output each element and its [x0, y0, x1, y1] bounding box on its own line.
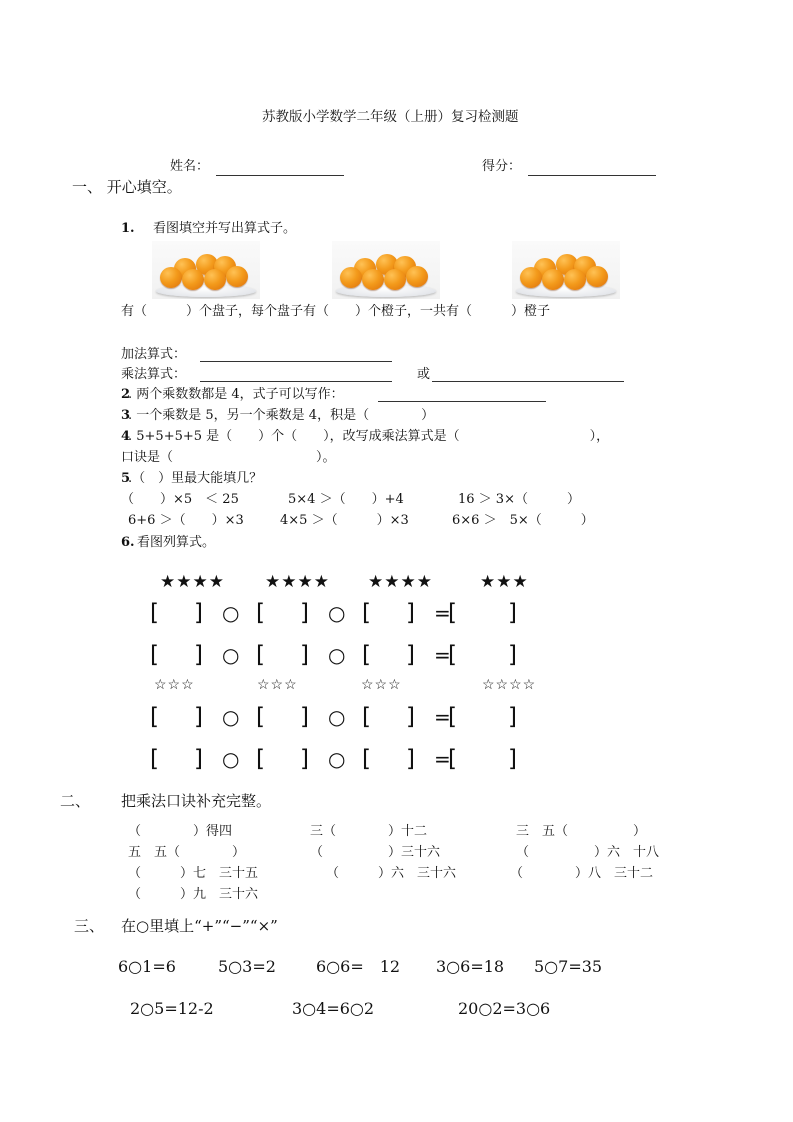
- black-star-group: ★★★: [480, 572, 529, 592]
- white-star-group: ☆☆☆: [257, 677, 298, 693]
- q5-item: （ ）×5 ＜ 25: [121, 492, 239, 507]
- left-bracket: [: [150, 746, 159, 772]
- page-title: 苏教版小学数学二年级（上册）复习检测题: [262, 109, 519, 125]
- left-bracket: [: [362, 704, 371, 730]
- white-star-group: ☆☆☆: [361, 677, 402, 693]
- operator-circle-icon[interactable]: ○: [222, 747, 240, 771]
- operator-circle-icon[interactable]: ○: [222, 643, 240, 667]
- orange-icon: [564, 269, 586, 290]
- right-bracket: ]: [194, 746, 203, 772]
- section-3-number: 三、: [74, 917, 105, 935]
- q1-mul-label: 乘法算式：: [121, 367, 187, 382]
- black-star-group: ★★★★: [160, 572, 225, 592]
- q2-text: . 两个乘数数都是 4，式子可以写作：: [128, 387, 344, 402]
- right-bracket: ]: [508, 600, 517, 626]
- left-bracket: [: [448, 642, 457, 668]
- right-bracket: ]: [194, 642, 203, 668]
- orange-icon: [160, 267, 182, 288]
- left-bracket: [: [256, 600, 265, 626]
- operator-circle-icon[interactable]: ○: [328, 747, 346, 771]
- q2-answer-field[interactable]: [378, 401, 546, 402]
- right-bracket: ]: [300, 642, 309, 668]
- equals-sign: =: [434, 643, 451, 667]
- q5-item: 6+6 ＞（ ）×3: [128, 513, 244, 528]
- multiplication-rhyme-item: （ ）七 三十五: [128, 866, 259, 881]
- q5-number: 5: [121, 471, 131, 486]
- score-label: 得分：: [482, 159, 522, 174]
- equals-sign: =: [434, 705, 451, 729]
- section-2-number: 二、: [60, 792, 91, 810]
- operator-fill-equation: 5○7=35: [534, 957, 603, 976]
- left-bracket: [: [256, 704, 265, 730]
- right-bracket: ]: [508, 642, 517, 668]
- right-bracket: ]: [300, 746, 309, 772]
- section-1-heading: 一、 开心填空。: [72, 178, 182, 196]
- q6-number: 6.: [121, 535, 135, 550]
- q3-number: 3: [121, 408, 131, 423]
- q2-number: 2: [121, 387, 131, 402]
- name-label: 姓名：: [170, 159, 210, 174]
- orange-icon: [542, 269, 564, 290]
- white-star-group: ☆☆☆: [154, 677, 195, 693]
- operator-fill-equation: 5○3=2: [218, 957, 276, 976]
- q5-item: 5×4 ＞（ ）+4: [288, 492, 404, 507]
- multiplication-rhyme-item: （ ）八 三十二: [510, 866, 654, 881]
- equals-sign: =: [434, 601, 451, 625]
- right-bracket: ]: [300, 600, 309, 626]
- left-bracket: [: [150, 600, 159, 626]
- q1-text: 看图填空并写出算式子。: [153, 221, 297, 236]
- orange-icon: [362, 269, 384, 290]
- right-bracket: ]: [300, 704, 309, 730]
- orange-icon: [586, 266, 608, 287]
- q1-add-label: 加法算式：: [121, 347, 187, 362]
- orange-icon: [182, 269, 204, 290]
- operator-fill-equation: 6○1=6: [118, 957, 176, 976]
- q4-line2: 口诀是（ ）。: [121, 450, 336, 465]
- q5-text: .（ ）里最大能填几？: [128, 471, 263, 486]
- right-bracket: ]: [508, 746, 517, 772]
- right-bracket: ]: [406, 746, 415, 772]
- q1-or-label: 或: [417, 367, 431, 382]
- section-3-heading: 在○里填上“+”“−”“×”: [121, 917, 278, 935]
- orange-icon: [384, 269, 406, 290]
- orange-icon: [204, 269, 226, 290]
- orange-icon: [340, 267, 362, 288]
- right-bracket: ]: [406, 642, 415, 668]
- q1-mul-answer-field-1[interactable]: [200, 381, 392, 382]
- q1-mul-answer-field-2[interactable]: [432, 381, 624, 382]
- left-bracket: [: [150, 704, 159, 730]
- black-star-group: ★★★★: [368, 572, 433, 592]
- operator-circle-icon[interactable]: ○: [222, 705, 240, 729]
- name-field[interactable]: [216, 175, 344, 176]
- operator-fill-equation: 3○4=6○2: [292, 999, 375, 1018]
- operator-fill-equation: 3○6=18: [436, 957, 505, 976]
- left-bracket: [: [362, 642, 371, 668]
- right-bracket: ]: [194, 600, 203, 626]
- orange-icon: [520, 267, 542, 288]
- star-equation-row: [150, 598, 530, 628]
- multiplication-rhyme-item: 三 五（ ）: [516, 824, 647, 839]
- left-bracket: [: [150, 642, 159, 668]
- left-bracket: [: [448, 746, 457, 772]
- operator-fill-equation: 20○2=3○6: [458, 999, 551, 1018]
- q5-item: 16 ＞ 3×（ ）: [458, 492, 580, 507]
- left-bracket: [: [362, 600, 371, 626]
- q4-text: . 5+5+5+5 是（ ）个（ ），改写成乘法算式是（ ），: [128, 429, 610, 444]
- q3-text: . 一个乘数是 5，另一个乘数是 4，积是（ ）: [128, 408, 435, 423]
- black-star-group: ★★★★: [265, 572, 330, 592]
- equals-sign: =: [434, 747, 451, 771]
- operator-fill-equation: 2○5=12-2: [130, 999, 214, 1018]
- star-equation-row: [150, 702, 530, 732]
- multiplication-rhyme-item: 五 五（ ）: [128, 845, 246, 860]
- orange-plate-image-2: [332, 241, 440, 299]
- operator-circle-icon[interactable]: ○: [328, 705, 346, 729]
- orange-icon: [226, 266, 248, 287]
- operator-circle-icon[interactable]: ○: [328, 601, 346, 625]
- star-equation-row: [150, 744, 530, 774]
- operator-fill-equation: 6○6= 12: [316, 957, 401, 976]
- orange-icon: [406, 266, 428, 287]
- score-field[interactable]: [528, 175, 656, 176]
- section-2-heading: 把乘法口诀补充完整。: [121, 792, 272, 810]
- q4-number: 4: [121, 429, 131, 444]
- q1-fill-line: 有（ ）个盘子，每个盘子有（ ）个橙子，一共有（ ）橙子: [121, 304, 551, 319]
- multiplication-rhyme-item: （ ）得四: [128, 824, 233, 839]
- left-bracket: [: [448, 600, 457, 626]
- left-bracket: [: [448, 704, 457, 730]
- right-bracket: ]: [406, 704, 415, 730]
- left-bracket: [: [256, 642, 265, 668]
- right-bracket: ]: [194, 704, 203, 730]
- star-equation-row: [150, 640, 530, 670]
- operator-circle-icon[interactable]: ○: [328, 643, 346, 667]
- q5-item: 4×5 ＞（ ）×3: [280, 513, 409, 528]
- right-bracket: ]: [406, 600, 415, 626]
- multiplication-rhyme-item: （ ）三十六: [310, 845, 441, 860]
- left-bracket: [: [362, 746, 371, 772]
- multiplication-rhyme-item: （ ）九 三十六: [128, 887, 259, 902]
- left-bracket: [: [256, 746, 265, 772]
- q5-item: 6×6 ＞ 5×（ ）: [452, 513, 594, 528]
- multiplication-rhyme-item: （ ）六 十八: [516, 845, 660, 860]
- operator-circle-icon[interactable]: ○: [222, 601, 240, 625]
- orange-plate-image-1: [152, 241, 260, 299]
- q1-add-answer-field[interactable]: [200, 361, 392, 362]
- q1-number: 1.: [121, 221, 135, 236]
- orange-plate-image-3: [512, 241, 620, 299]
- multiplication-rhyme-item: （ ）六 三十六: [326, 866, 457, 881]
- multiplication-rhyme-item: 三（ ）十二: [310, 824, 428, 839]
- right-bracket: ]: [508, 704, 517, 730]
- q6-text: 看图列算式。: [137, 535, 216, 550]
- white-star-group: ☆☆☆☆: [482, 677, 537, 693]
